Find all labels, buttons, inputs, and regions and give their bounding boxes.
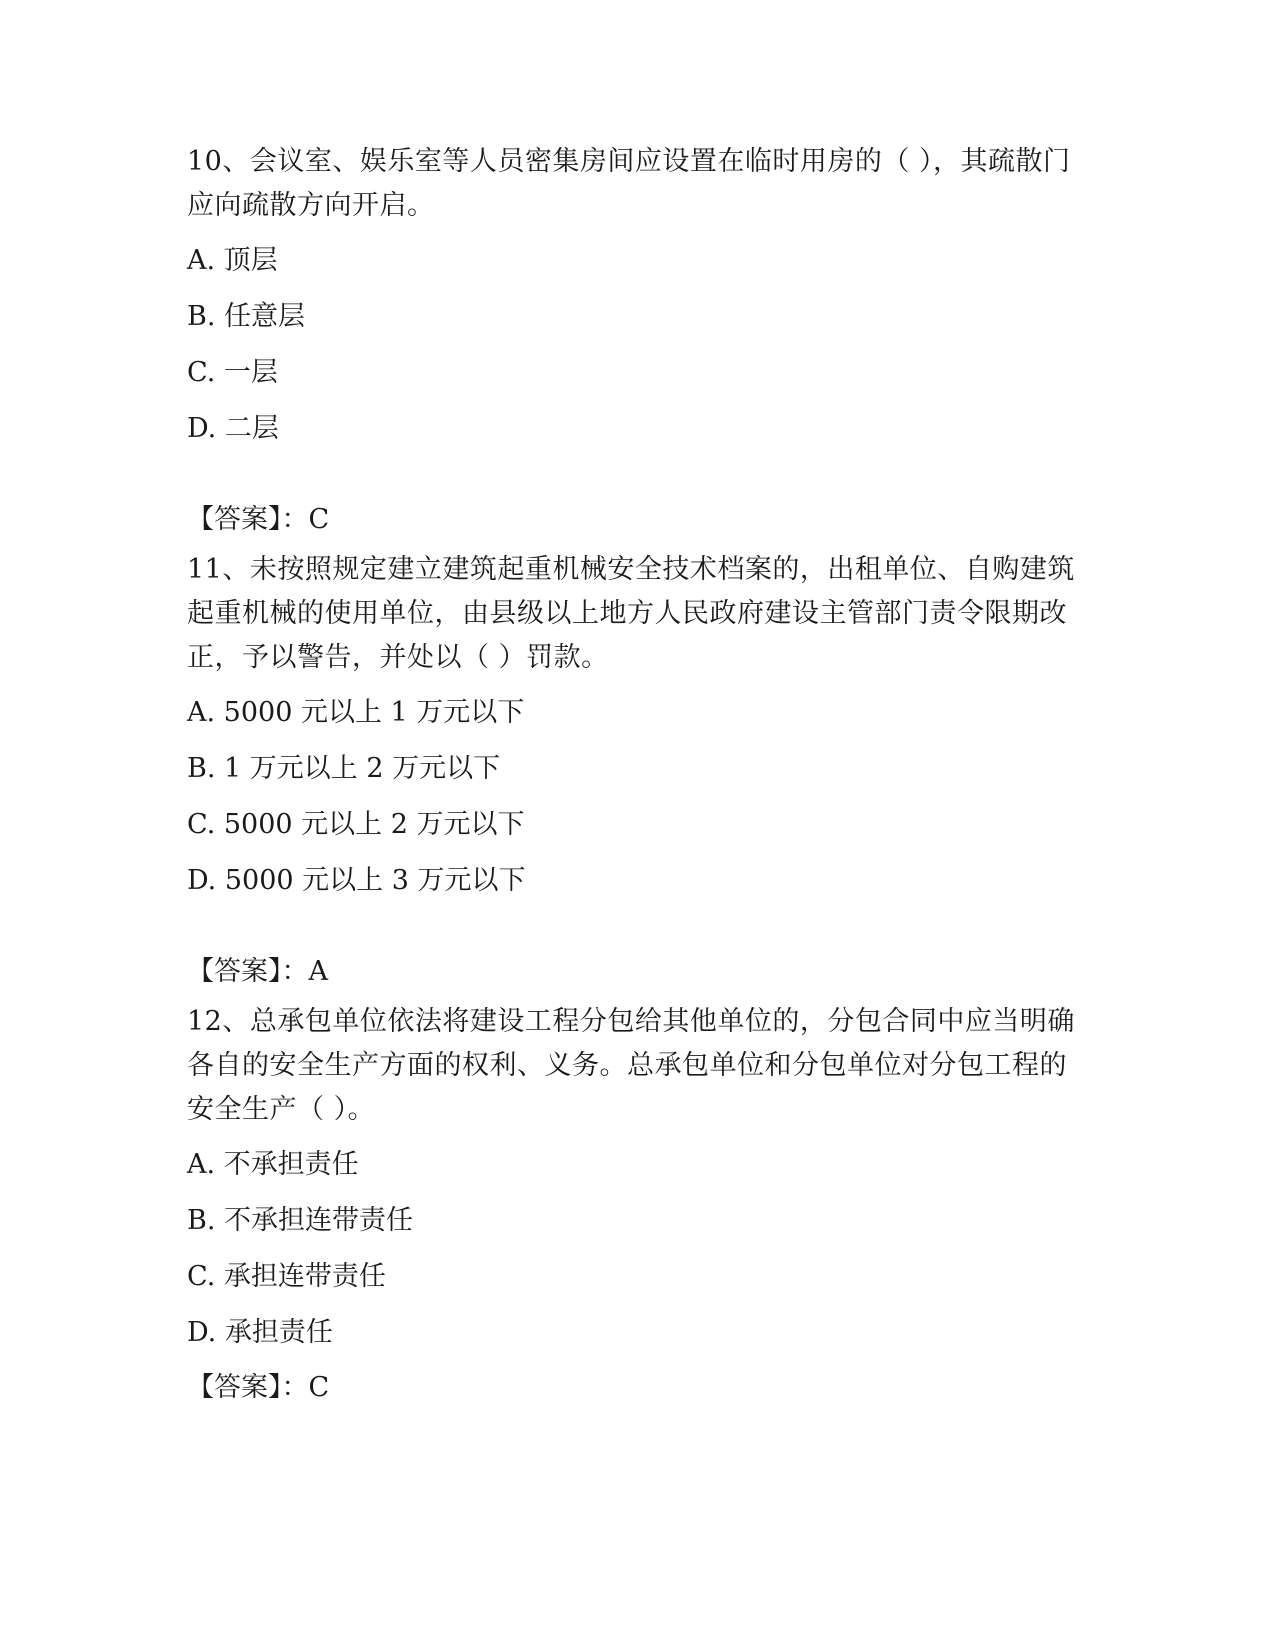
option-b: B. 1 万元以上 2 万元以下 [187,753,501,784]
document-page [187,140,1087,1410]
question-stem: 12、总承包单位依法将建设工程分包给其他单位的，分包合同中应当明确各自的安全生产方面的权利、义务。总承包单位和分包单位对分包工程的安全生产（ ）。 [187,1006,1075,1125]
question-12 [187,1000,1087,1410]
option-a: A. 顶层 [187,245,278,276]
question-11 [187,548,1087,994]
answer-line: 【答案】：A [187,956,328,987]
option-c: C. 一层 [187,357,278,388]
question-stem: 11、未按照规定建立建筑起重机械安全技术档案的，出租单位、自购建筑起重机械的使用单位，由县级以上地方人民政府建设主管部门责令限期改正，予以警告，并处以（ ）罚款。 [187,554,1075,673]
answer-line: 【答案】：C [187,1372,330,1403]
question-10 [187,140,1087,542]
option-a: A. 5000 元以上 1 万元以下 [187,697,525,728]
question-stem: 10、会议室、娱乐室等人员密集房间应设置在临时用房的（ ），其疏散门应向疏散方向开启。 [187,146,1071,221]
option-d: D. 承担责任 [187,1317,333,1348]
option-d: D. 5000 元以上 3 万元以下 [187,865,526,896]
answer-line: 【答案】：C [187,504,330,535]
option-a: A. 不承担责任 [187,1149,359,1180]
option-b: B. 不承担连带责任 [187,1205,414,1236]
option-c: C. 5000 元以上 2 万元以下 [187,809,525,840]
option-c: C. 承担连带责任 [187,1261,386,1292]
option-d: D. 二层 [187,413,279,444]
option-b: B. 任意层 [187,301,306,332]
